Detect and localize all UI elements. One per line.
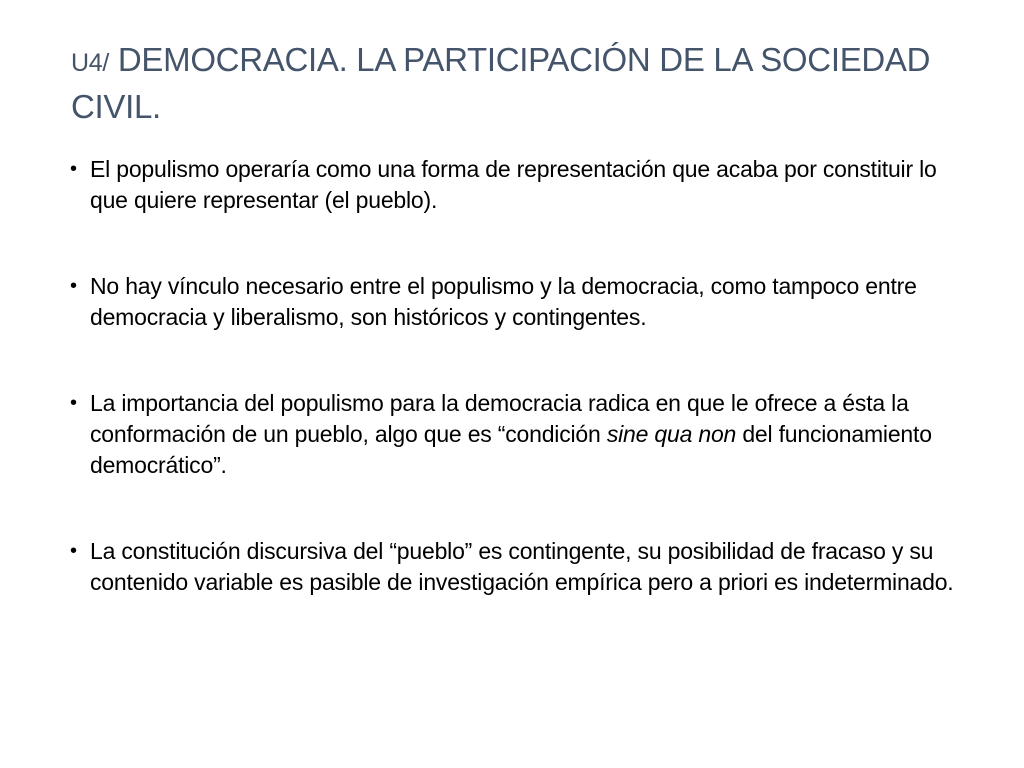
slide-title	[71, 38, 971, 129]
bullet-text: No hay vínculo necesario entre el populismo y la democracia, como tampoco entre democracia y liberalismo, son históricos y contingentes.	[90, 273, 917, 330]
title-prefix: U4/	[71, 49, 110, 77]
bullet-text: El populismo operaría como una forma de representación que acaba por constituir lo que quiere representar (el pueblo).	[90, 156, 937, 213]
bullet-text: La constitución discursiva del “pueblo” es contingente, su posibilidad de fracaso y su contenido variable es pasible de investigación empírica pero a priori es indeterminado.	[90, 538, 954, 595]
title-main: DEMOCRACIA. LA PARTICIPACIÓN DE LA SOCIEDAD CIVIL.	[71, 41, 931, 125]
bullet-icon: •	[70, 158, 77, 180]
bullet-icon: •	[70, 275, 77, 297]
bullet-item	[70, 388, 960, 481]
bullet-icon: •	[70, 540, 77, 562]
bullet-item	[70, 154, 960, 216]
bullet-text-after: del funcionamiento democrático”.	[90, 421, 932, 478]
bullet-text	[90, 390, 932, 478]
bullet-list	[70, 154, 960, 598]
bullet-item	[70, 271, 960, 333]
bullet-text-italic: sine qua non	[606, 421, 737, 447]
bullet-item	[70, 536, 960, 598]
bullet-text-before: La importancia del populismo para la democracia radica en que le ofrece a ésta la conformación de un pueblo, algo que es “condición	[90, 390, 909, 447]
bullet-icon: •	[70, 392, 77, 414]
